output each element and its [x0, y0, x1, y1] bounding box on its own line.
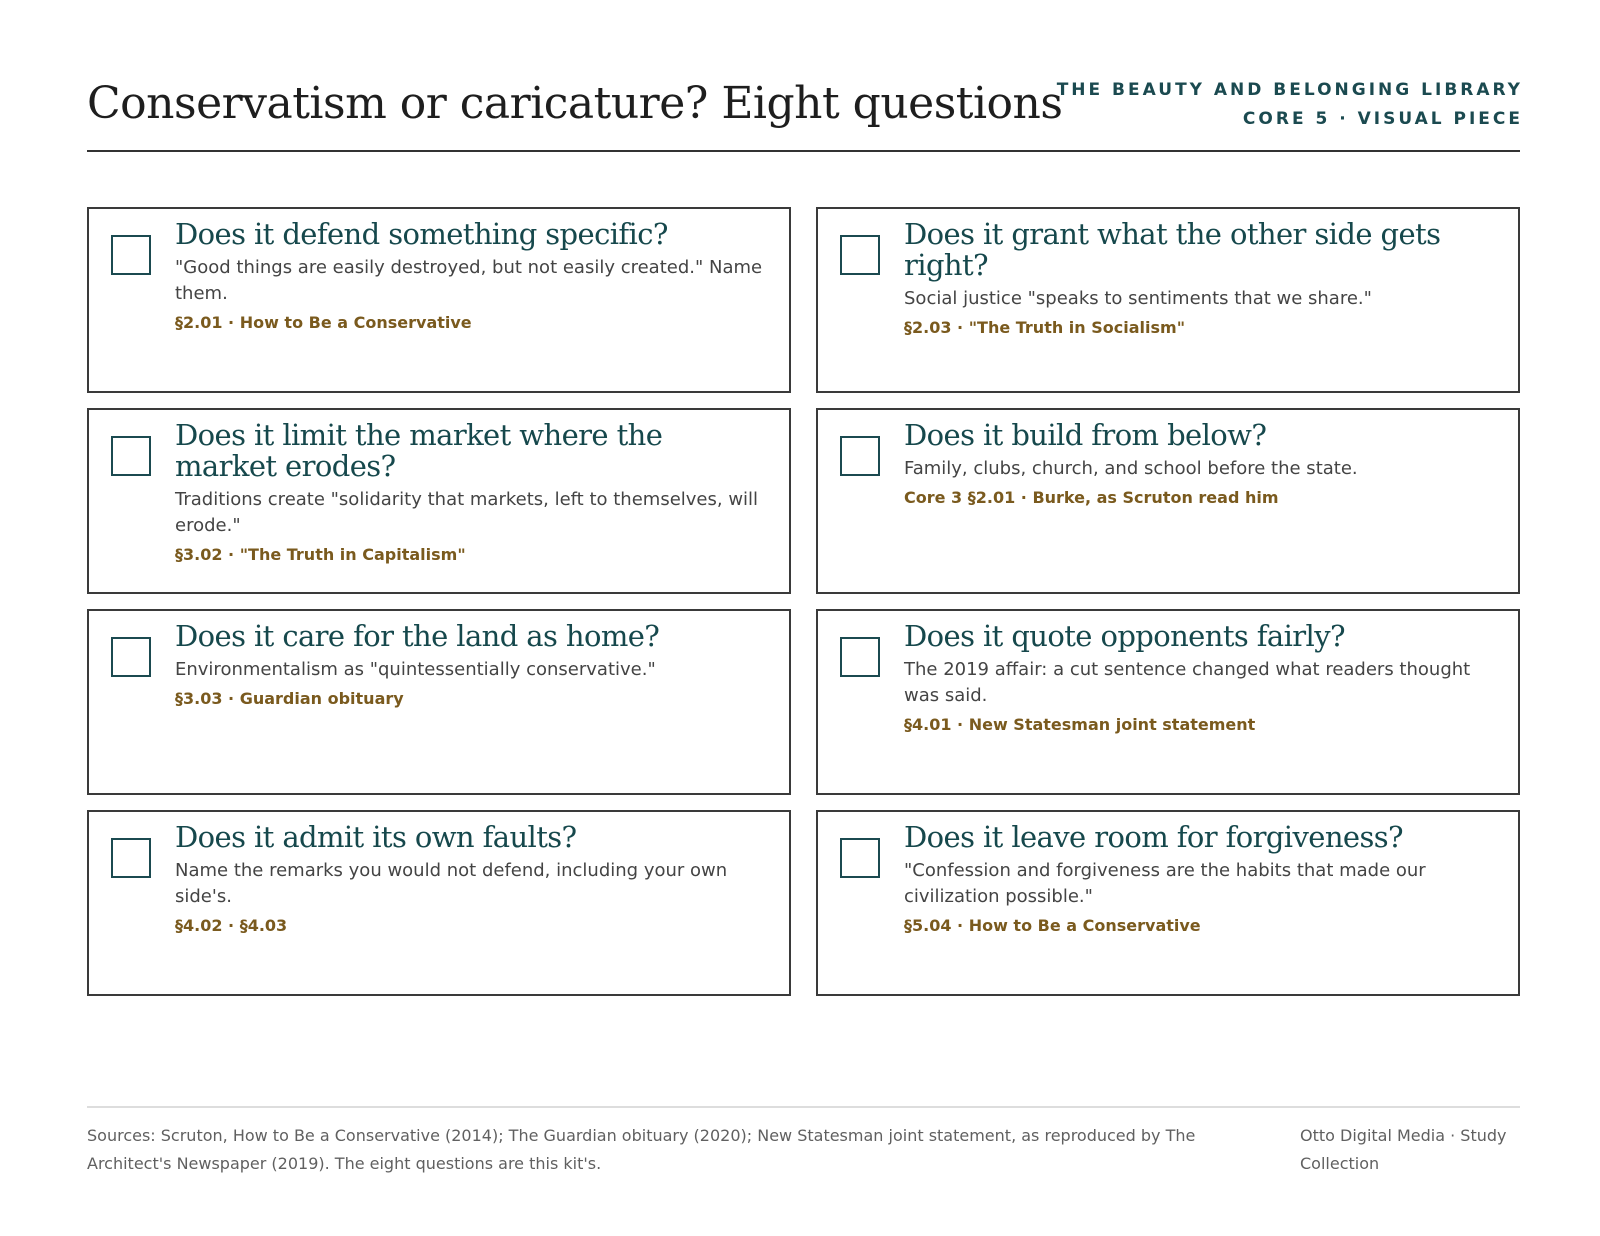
question-checkbox[interactable] [840, 436, 880, 476]
question-card-body [904, 219, 1500, 339]
question-card [816, 609, 1520, 795]
question-title: Does it limit the market where the market erodes? [175, 418, 663, 483]
question-checkbox[interactable] [111, 838, 151, 878]
question-note: The 2019 affair: a cut sentence changed what readers thought was said. [904, 659, 1471, 706]
page-footer [87, 1106, 1520, 1173]
question-note: Traditions create "solidarity that markets, left to themselves, will erode." [175, 489, 759, 536]
question-note: Environmentalism as "quintessentially conservative." [175, 659, 656, 680]
question-note: Social justice "speaks to sentiments that we share." [904, 288, 1372, 309]
question-title: Does it admit its own faults? [175, 820, 577, 854]
question-note: Name the remarks you would not defend, including your own side's. [175, 860, 728, 907]
page-header [87, 58, 1523, 152]
question-reference: §5.04 · How to Be a Conservative [904, 916, 1201, 935]
questions-grid [87, 207, 1520, 996]
question-title: Does it leave room for forgiveness? [904, 820, 1403, 854]
question-title: Does it quote opponents fairly? [904, 619, 1345, 653]
publisher-credit: Otto Digital Media · Study Collection [1300, 1126, 1507, 1173]
question-title: Does it care for the land as home? [175, 619, 660, 653]
library-label [1056, 76, 1523, 134]
question-title: Does it grant what the other side gets right? [904, 217, 1441, 282]
question-reference: §2.01 · How to Be a Conservative [175, 313, 472, 332]
page-title: Conservatism or caricature? Eight questions [87, 78, 1063, 129]
question-note: "Good things are easily destroyed, but not easily created." Name them. [175, 257, 763, 304]
question-card [87, 408, 791, 594]
question-card [816, 810, 1520, 996]
question-card [87, 207, 791, 393]
question-note: "Confession and forgiveness are the habits that made our civilization possible." [904, 860, 1426, 907]
question-card [87, 609, 791, 795]
question-checkbox[interactable] [840, 838, 880, 878]
question-card [816, 207, 1520, 393]
question-title: Does it build from below? [904, 418, 1267, 452]
question-checkbox[interactable] [111, 235, 151, 275]
question-checkbox[interactable] [840, 235, 880, 275]
page [87, 0, 1523, 1236]
question-reference: §3.03 · Guardian obituary [175, 689, 404, 708]
question-card-body [175, 621, 771, 710]
sources-note: Sources: Scruton, How to Be a Conservative (2014); The Guardian obituary (2020); New Statesman joint statement, as reproduced by The Architect's Newspaper (2019). The eight questions are this kit's. [87, 1126, 1196, 1173]
question-reference: §3.02 · "The Truth in Capitalism" [175, 545, 466, 564]
question-card-body [904, 822, 1500, 937]
library-name: THE BEAUTY AND BELONGING LIBRARY [1056, 80, 1523, 100]
question-card-body [904, 621, 1500, 736]
question-reference: §4.02 · §4.03 [175, 916, 288, 935]
question-checkbox[interactable] [111, 637, 151, 677]
question-note: Family, clubs, church, and school before the state. [904, 458, 1358, 479]
question-reference: §4.01 · New Statesman joint statement [904, 715, 1256, 734]
question-checkbox[interactable] [840, 637, 880, 677]
question-reference: §2.03 · "The Truth in Socialism" [904, 318, 1186, 337]
question-reference: Core 3 §2.01 · Burke, as Scruton read him [904, 488, 1279, 507]
question-card-body [175, 219, 771, 334]
question-card-body [904, 420, 1500, 509]
question-card-body [175, 420, 771, 566]
question-card [87, 810, 791, 996]
question-title: Does it defend something specific? [175, 217, 668, 251]
library-section: CORE 5 · VISUAL PIECE [1242, 109, 1523, 129]
question-card [816, 408, 1520, 594]
question-card-body [175, 822, 771, 937]
question-checkbox[interactable] [111, 436, 151, 476]
